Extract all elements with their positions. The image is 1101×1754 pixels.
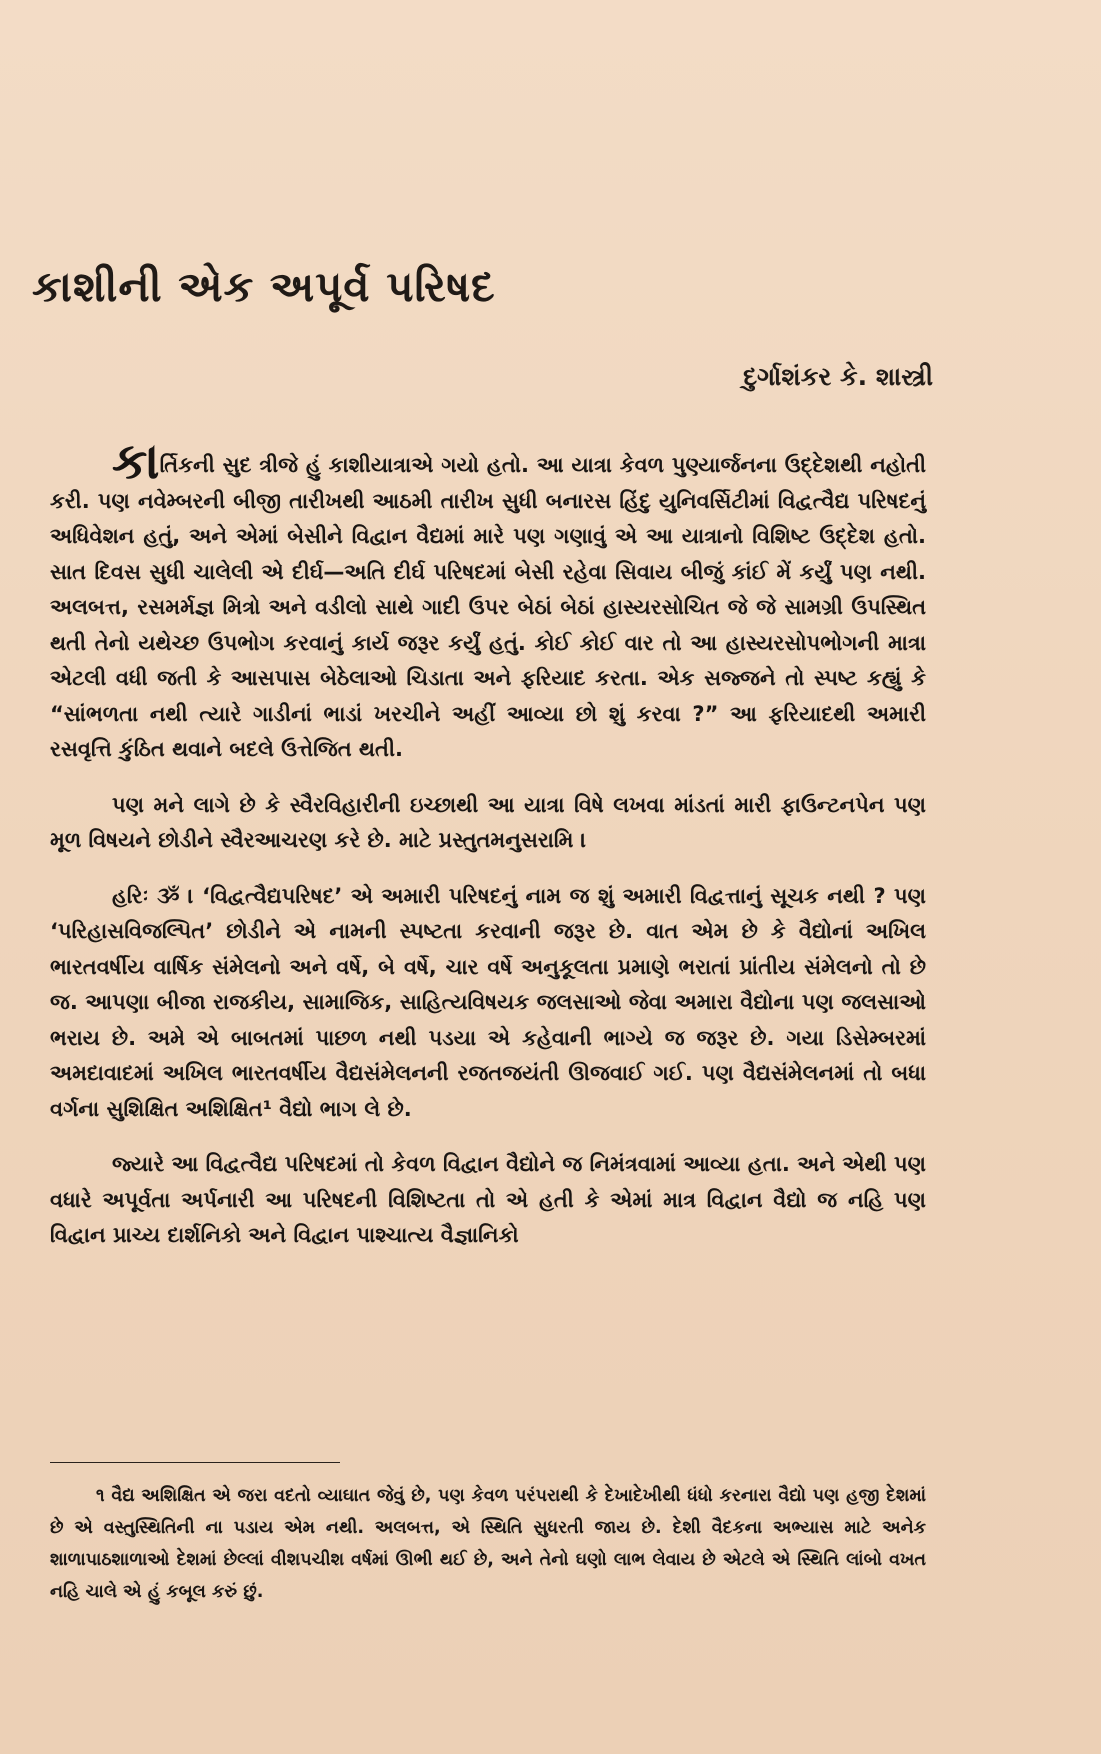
article-author: દુર્ગાશંકર કે. શાસ્ત્રી [743,362,933,391]
paragraph-3: હરિઃ ૐ । ‘વિદ્વત્વૈદ્યપરિષદ’ એ અમારી પરિષદનું નામ જ શું અમારી વિદ્વત્તાનું સૂચક નથી ? પણ ‘પરિહાસવિજલ્પિત’ છોડીને એ નામની સ્પષ્ટતા કરવાની જરૂર છે. વાત એમ છે કે વૈદ્યોનાં અખિલ ભારતવર્ષીય વાર્ષિક સંમેલનો અને વર્ષે, બે વર્ષે, ચાર વર્ષે અનુકૂલતા પ્રમાણે ભરાતાં પ્રાંતીય સંમેલનો તો છે જ. આપણા બીજા રાજકીય, સામાજિક, સાહિત્યવિષયક જલસાઓ જેવા અમારા વૈદ્યોના પણ જલસાઓ ભરાય છે. અમે એ બાબતમાં પાછળ નથી પડયા એ કહેવાની ભાગ્યે જ જરૂર છે. ગયા ડિસેમ્બરમાં અમદાવાદમાં અખિલ ભારતવર્ષીય વૈદ્યસંમેલનની રજતજયંતી ઊજવાઈ ગઈ. પણ વૈદ્યસંમેલનમાં તો બધા વર્ગના સુશિક્ષિત અશિક્ષિત¹ વૈદ્યો ભાગ લે છે. [50,883,926,1121]
paragraph-2: પણ મને લાગે છે કે સ્વૈરવિહારીની ઇચ્છાથી આ યાત્રા વિષે લખવા માંડતાં મારી ફાઉન્ટનપેન પણ મૂળ વિષયને છોડીને સ્વૈરઆચરણ કરે છે. માટે પ્રસ્તુતમનુસરામિ । [50,792,926,852]
drop-cap: કા [112,432,160,490]
paragraph-1 [50,432,926,768]
footnote: ૧ વૈદ્ય અશિક્ષિત એ જરા વદતો વ્યાઘાત જેવું છે, પણ કેવળ પરંપરાથી કે દેખાદેખીથી ધંધો કરનારા વૈદ્યો પણ હજી દેશમાં છે એ વસ્તુસ્થિતિની ના પડાય એમ નથી. અલબત્ત, એ સ્થિતિ સુધરતી જાય છે. દેશી વૈદકના અભ્યાસ માટે અનેક શાળાપાઠશાળાઓ દેશમાં છેલ્લાં વીશપચીશ વર્ષમાં ઊભી થઈ છે, અને તેનો ઘણો લાભ લેવાય છે એટલે એ સ્થિતિ લાંબો વખત નહિ ચાલે એ હું કબૂલ કરું છું. [50,1486,926,1602]
article-title: કાશીની એક અપૂર્વ પરિષદ [32,262,496,311]
footnote-divider [50,1462,340,1463]
paragraph-4: જ્યારે આ વિદ્વત્વૈદ્ય પરિષદમાં તો કેવળ વિદ્વાન વૈદ્યોને જ નિમંત્રવામાં આવ્યા હતા. અને એથી પણ વધારે અપૂર્વતા અર્પનારી આ પરિષદની વિશિષ્ટતા તો એ હતી કે એમાં માત્ર વિદ્વાન વૈદ્યો જ નહિ પણ વિદ્વાન પ્રાચ્ય દાર્શનિકો અને વિદ્વાન પાશ્ચાત્ય વૈજ્ઞાનિકો [50,1152,926,1247]
article-body [50,432,926,1274]
paragraph-1-text: ર્તિકની સુદ ત્રીજે હું કાશીયાત્રાએ ગયો હતો. આ યાત્રા કેવળ પુણ્યાર્જનના ઉદ્દેશથી નહોતી કરી. પણ નવેમ્બરની બીજી તારીખથી આઠમી તારીખ સુધી બનારસ હિંદુ યુનિવર્સિટીમાં વિદ્વત્વૈદ્ય પરિષદનું અધિવેશન હતું, અને એમાં બેસીને વિદ્વાન વૈદ્યમાં મારે પણ ગણાવું એ આ યાત્રાનો વિશિષ્ટ ઉદ્દેશ હતો. સાત દિવસ સુધી ચાલેલી એ દીર્ઘ—અતિ દીર્ઘ પરિષદમાં બેસી રહેવા સિવાય બીજું કાંઈ મેં કર્યું પણ નથી. અલબત્ત, રસમર્મજ્ઞ મિત્રો અને વડીલો સાથે ગાદી ઉપર બેઠાં બેઠાં હાસ્યરસોચિત જે જે સામગ્રી ઉપસ્થિત થતી તેનો યથેચ્છ ઉપભોગ કરવાનું કાર્ય જરૂર કર્યું હતું. કોઈ કોઈ વાર તો આ હાસ્યરસોપભોગની માત્રા એટલી વધી જતી કે આસપાસ બેઠેલાઓ ચિડાતા અને ફરિયાદ કરતા. એક સજ્જને તો સ્પષ્ટ કહ્યું કે “સાંભળતા નથી ત્યારે ગાડીનાં ભાડાં ખરચીને અહીં આવ્યા છો શું કરવા ?” આ ફરિયાદથી અમારી રસવૃત્તિ કુંઠિત થવાને બદલે ઉત્તેજિત થતી. [50,453,926,761]
